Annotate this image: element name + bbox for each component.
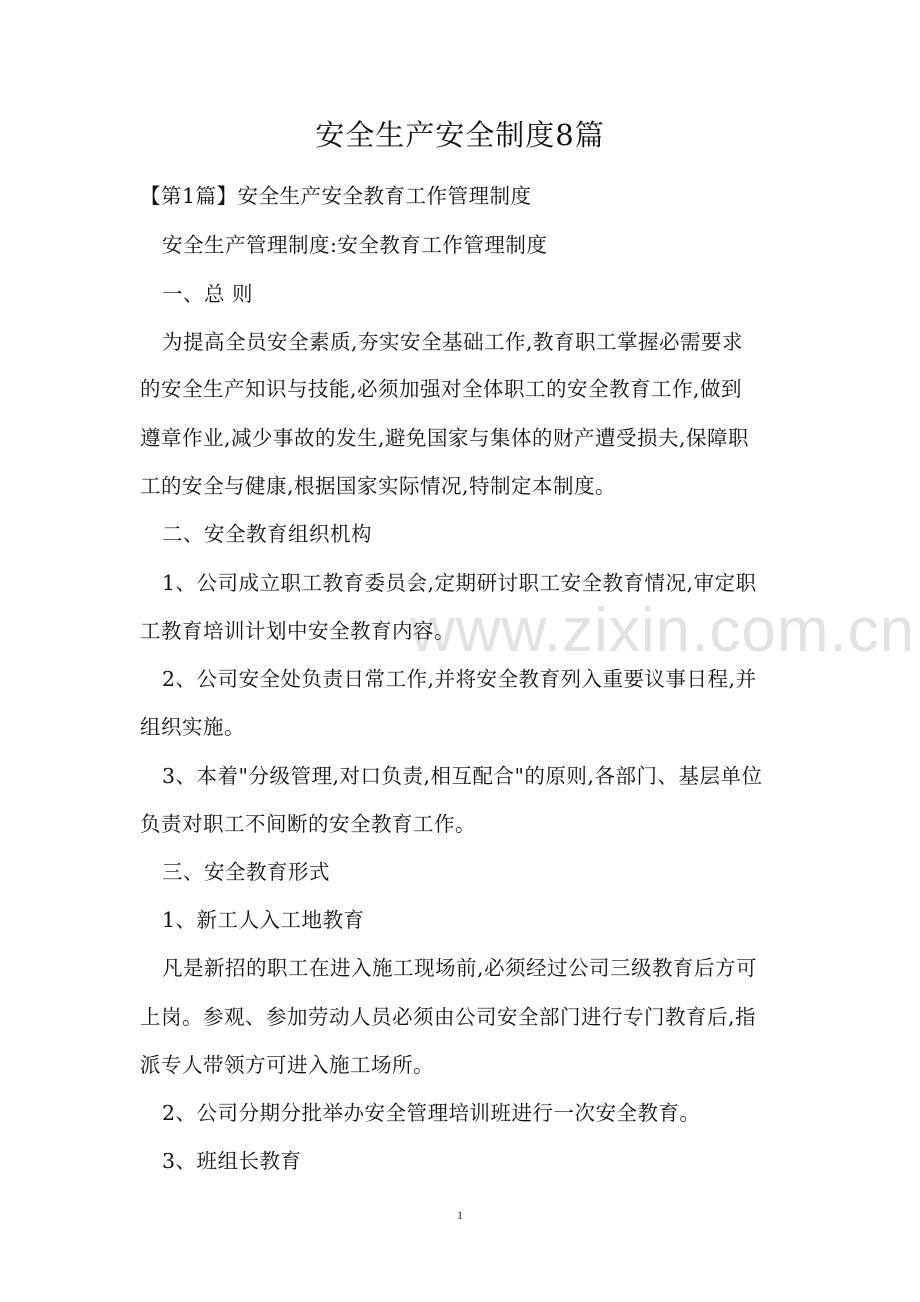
paragraph-line: 二、安全教育组织机构 [162, 522, 372, 546]
paragraph-line: 上岗。参观、参加劳动人员必须由公司安全部门进行专门教育后,指 [140, 1005, 757, 1029]
paragraph-line: 工教育培训计划中安全教育内容。 [140, 619, 455, 643]
paragraph-line: 的安全生产知识与技能,必须加强对全体职工的安全教育工作,做到 [140, 377, 743, 401]
page-number: 1 [457, 1208, 463, 1222]
paragraph-line: 2、公司分期分批举办安全管理培训班进行一次安全教育。 [162, 1101, 701, 1125]
section-heading: 【第1篇】安全生产安全教育工作管理制度 [140, 184, 532, 208]
paragraph-line: 凡是新招的职工在进入施工现场前,必须经过公司三级教育后方可 [162, 956, 758, 980]
paragraph-line: 2、公司安全处负责日常工作,并将安全教育列入重要议事日程,并 [162, 667, 757, 691]
paragraph-line: 3、班组长教育 [162, 1149, 302, 1173]
paragraph-line: 3、本着"分级管理,对口负责,相互配合"的原则,各部门、基层单位 [162, 764, 763, 788]
paragraph-line: 一、总 则 [162, 282, 254, 306]
paragraph-line: 派专人带领方可进入施工场所。 [140, 1053, 434, 1077]
paragraph-line: 负责对职工不间断的安全教育工作。 [140, 812, 476, 836]
paragraph-line: 三、安全教育形式 [162, 860, 330, 884]
paragraph-line: 工的安全与健康,根据国家实际情况,特制定本制度。 [140, 474, 617, 498]
paragraph-line: 1、新工人入工地教育 [162, 908, 365, 932]
watermark: www.zixin.com.cn [410, 596, 916, 665]
paragraph-line: 安全生产管理制度:安全教育工作管理制度 [162, 233, 548, 257]
paragraph-line: 1、公司成立职工教育委员会,定期研讨职工安全教育情况,审定职 [162, 571, 757, 595]
paragraph-line: 为提高全员安全素质,夯实安全基础工作,教育职工掌握必需要求 [162, 330, 744, 354]
paragraph-line: 遵章作业,减少事故的发生,避免国家与集体的财产遭受损夫,保障职 [140, 426, 750, 450]
paragraph-line: 组织实施。 [140, 715, 245, 739]
document-title: 安全生产安全制度8篇 [315, 118, 605, 152]
